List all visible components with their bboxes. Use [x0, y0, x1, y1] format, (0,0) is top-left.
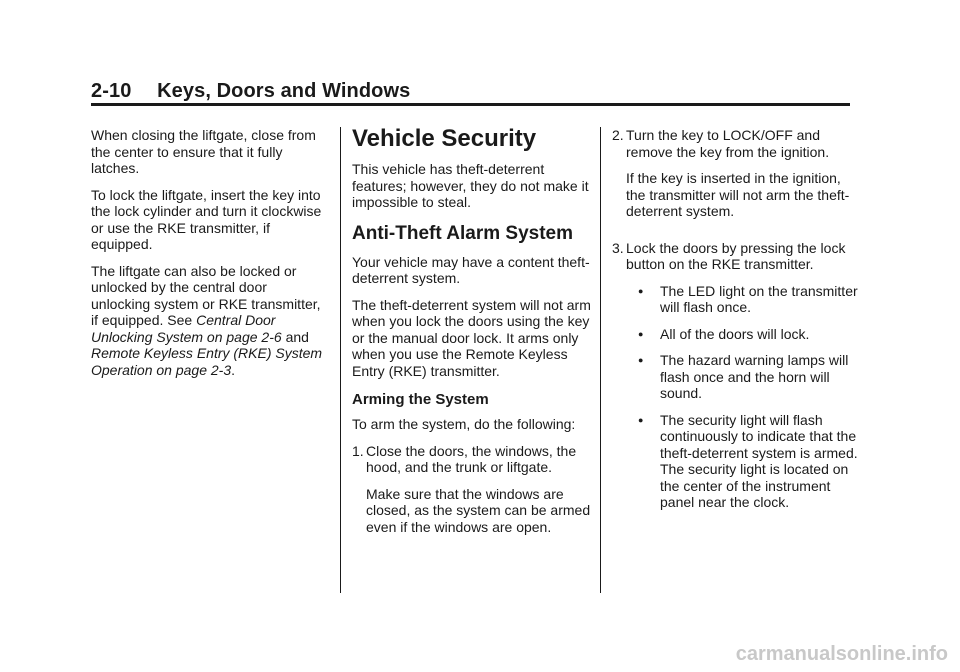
column-2 — [352, 127, 592, 555]
list-item — [626, 326, 862, 343]
chapter-title: Keys, Doors and Windows — [157, 80, 411, 102]
column-3 — [612, 127, 862, 531]
paragraph-text: and — [285, 328, 309, 345]
bullet-text: The security light will flash continuously to indicate that the theft-deterrent system is armed. The security light is located on the center of the instrument panel near the clock. — [660, 411, 858, 510]
step-number: 3. — [612, 239, 624, 256]
paragraph-text: . — [231, 361, 235, 378]
bullet-text: The hazard warning lamps will flash once and the horn will sound. — [660, 352, 849, 401]
step-1 — [352, 443, 592, 546]
bullet-text: The LED light on the transmitter will flash once. — [660, 282, 858, 315]
step-text: Close the doors, the windows, the hood, and the trunk or liftgate. — [366, 442, 577, 475]
step-text: Turn the key to LOCK/OFF and remove the key from the ignition. — [626, 127, 830, 160]
list-item — [626, 352, 862, 402]
bullet-icon: ● — [638, 355, 644, 365]
anti-theft-paragraph-1: Your vehicle may have a content theft-deterrent system. — [352, 253, 590, 286]
liftgate-closing-paragraph: When closing the liftgate, close from the center to ensure that it fully latches. — [91, 127, 316, 176]
watermark: carmanualsonline.info — [735, 643, 948, 665]
list-item — [626, 412, 862, 511]
step-3 — [612, 240, 862, 521]
column-divider-1 — [340, 127, 341, 593]
step-number: 2. — [612, 127, 624, 143]
list-item — [626, 283, 862, 316]
anti-theft-paragraph-2: The theft-deterrent system will not arm when you lock the doors using the key or the manual door lock. It arms only when you use the Remote Keyless Entry (RKE) transmitter. — [352, 296, 591, 379]
liftgate-central-lock-paragraph — [91, 263, 329, 379]
step-number: 1. — [352, 442, 364, 459]
step-note: Make sure that the windows are closed, as the system can be armed even if the windows are open. — [366, 485, 591, 535]
column-divider-2 — [600, 127, 601, 593]
liftgate-lock-paragraph: To lock the liftgate, insert the key into the lock cylinder and turn it clockwise or use the RKE transmitter, if equipped. — [91, 186, 322, 252]
arming-heading: Arming the System — [352, 391, 489, 408]
vehicle-security-paragraph: This vehicle has theft-deterrent features; however, they do not make it impossible to steal. — [352, 161, 589, 210]
bullet-icon: ● — [638, 285, 644, 296]
anti-theft-heading: Anti-Theft Alarm System — [352, 222, 573, 244]
page-header — [91, 80, 410, 103]
cross-reference-link[interactable]: Central Door Unlocking System on page 2-6 — [91, 312, 282, 345]
column-1 — [91, 127, 329, 388]
step-note: If the key is inserted in the ignition, the transmitter will not arm the theft-deterrent system. — [626, 170, 850, 219]
step-2 — [612, 127, 862, 230]
bullet-icon: ● — [638, 414, 644, 425]
bullet-icon: ● — [638, 328, 644, 339]
cross-reference-link[interactable]: Remote Keyless Entry (RKE) System Operation on page 2-3 — [91, 345, 323, 378]
bullet-text: All of the doors will lock. — [660, 325, 810, 342]
step-text: Lock the doors by pressing the lock button on the RKE transmitter. — [626, 239, 846, 272]
result-bullet-list — [626, 283, 862, 511]
paragraph-text: The liftgate can also be locked or unlocked by the central door unlocking system or RKE transmitter, if equipped. See — [91, 262, 321, 328]
header-rule — [91, 103, 850, 106]
vehicle-security-heading: Vehicle Security — [352, 125, 537, 152]
arming-intro: To arm the system, do the following: — [352, 416, 576, 432]
page-number: 2-10 — [91, 80, 132, 102]
